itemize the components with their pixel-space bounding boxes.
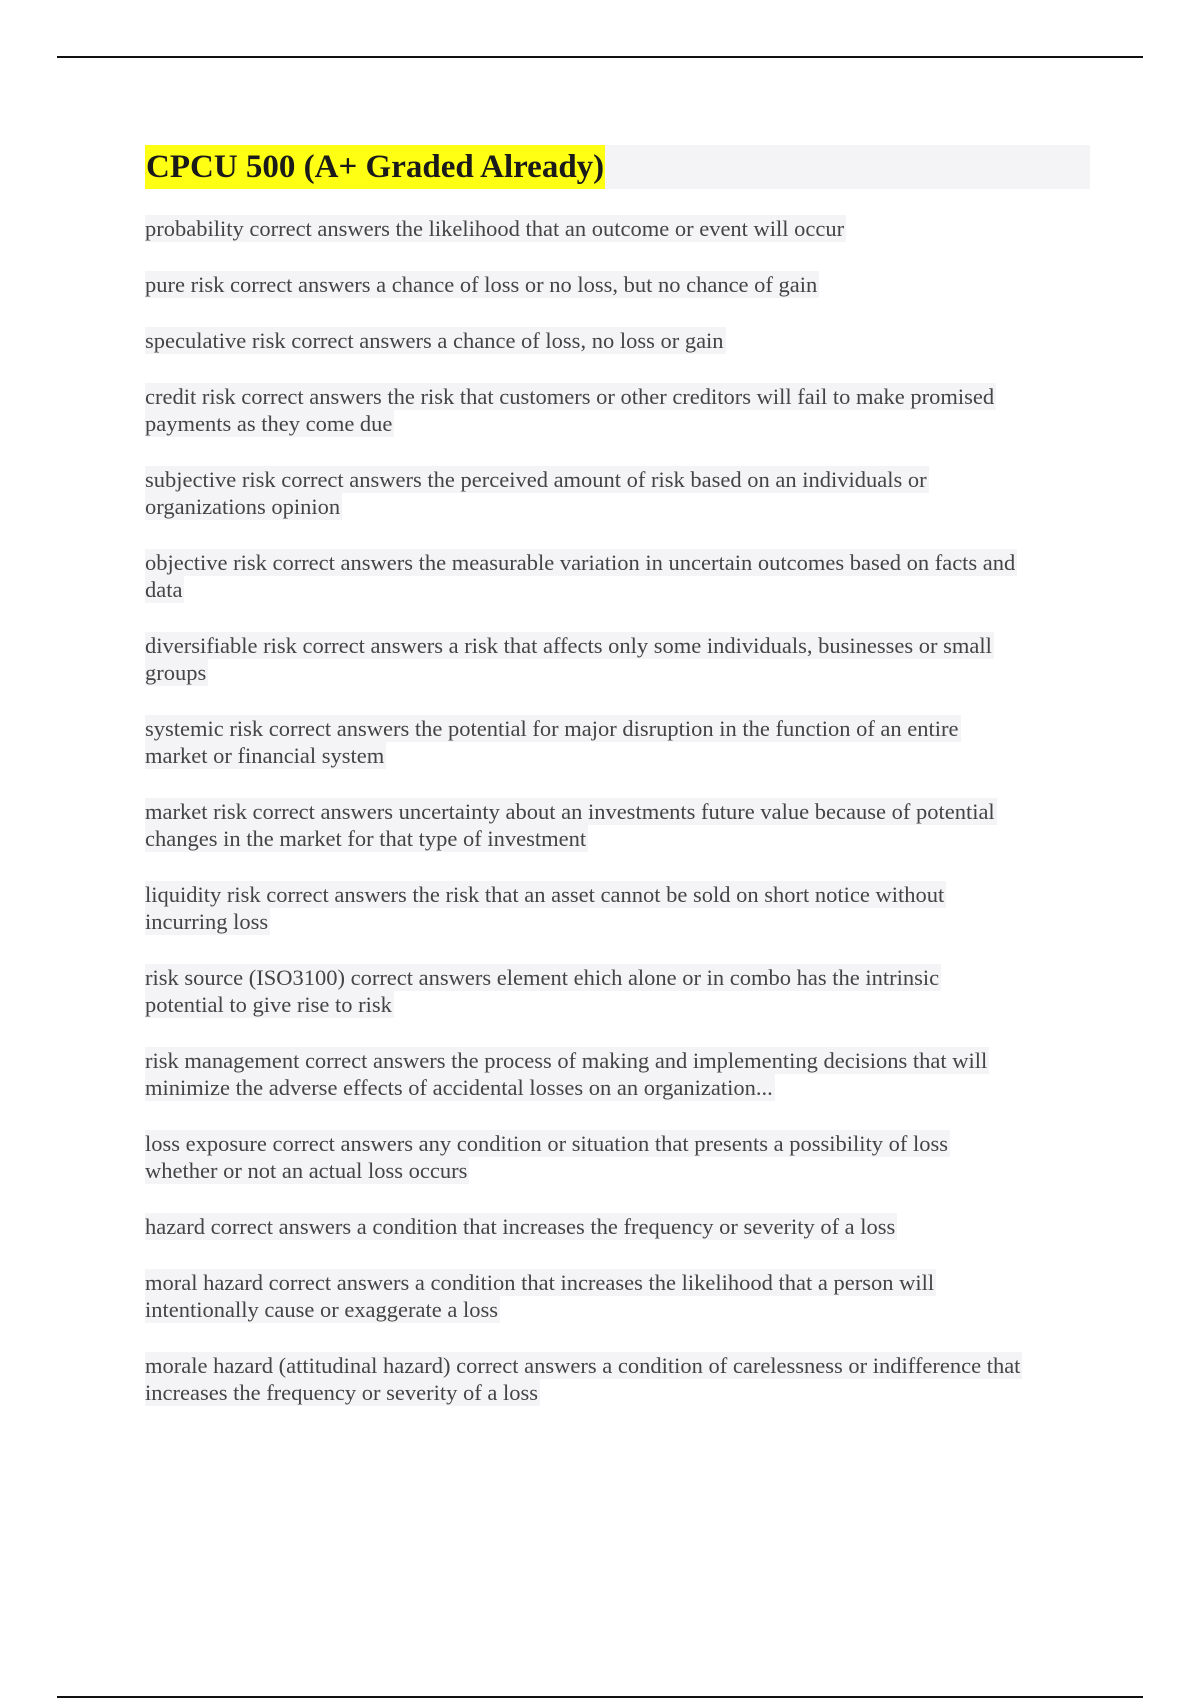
bottom-rule bbox=[57, 1696, 1143, 1698]
qa-entry-line: increases the frequency or severity of a loss bbox=[145, 1380, 538, 1405]
qa-entry-line: probability correct answers the likelihood that an outcome or event will occur bbox=[145, 216, 845, 241]
qa-entry bbox=[145, 1269, 1090, 1323]
qa-entry bbox=[145, 632, 1090, 686]
qa-entry-line: data bbox=[145, 577, 183, 602]
entry-list bbox=[145, 215, 1090, 1406]
qa-entry-line: organizations opinion bbox=[145, 494, 341, 519]
qa-entry bbox=[145, 383, 1090, 437]
qa-entry-line: potential to give rise to risk bbox=[145, 992, 392, 1017]
qa-entry-line: credit risk correct answers the risk that customers or other creditors will fail to make promised bbox=[145, 384, 995, 409]
qa-entry-line: incurring loss bbox=[145, 909, 269, 934]
qa-entry-line: subjective risk correct answers the perceived amount of risk based on an individuals or bbox=[145, 467, 927, 492]
qa-entry bbox=[145, 215, 1090, 242]
qa-entry bbox=[145, 327, 1090, 354]
qa-entry-line: hazard correct answers a condition that increases the frequency or severity of a loss bbox=[145, 1214, 896, 1239]
qa-entry-line: risk management correct answers the process of making and implementing decisions that will bbox=[145, 1048, 988, 1073]
qa-entry-line: minimize the adverse effects of accidental losses on an organization... bbox=[145, 1075, 773, 1100]
qa-entry bbox=[145, 881, 1090, 935]
qa-entry-line: market or financial system bbox=[145, 743, 385, 768]
qa-entry bbox=[145, 964, 1090, 1018]
qa-entry bbox=[145, 1047, 1090, 1101]
qa-entry bbox=[145, 466, 1090, 520]
qa-entry-line: market risk correct answers uncertainty about an investments future value because of potential bbox=[145, 799, 995, 824]
qa-entry-line: intentionally cause or exaggerate a loss bbox=[145, 1297, 498, 1322]
qa-entry bbox=[145, 715, 1090, 769]
qa-entry bbox=[145, 798, 1090, 852]
qa-entry-line: whether or not an actual loss occurs bbox=[145, 1158, 468, 1183]
title-row bbox=[145, 145, 1090, 189]
qa-entry-line: risk source (ISO3100) correct answers element ehich alone or in combo has the intrinsic bbox=[145, 965, 940, 990]
qa-entry-line: morale hazard (attitudinal hazard) correct answers a condition of carelessness or indifference that bbox=[145, 1353, 1021, 1378]
qa-entry-line: moral hazard correct answers a condition that increases the likelihood that a person will bbox=[145, 1270, 935, 1295]
qa-entry bbox=[145, 271, 1090, 298]
qa-entry-line: systemic risk correct answers the potential for major disruption in the function of an entire bbox=[145, 716, 959, 741]
top-rule bbox=[57, 56, 1143, 58]
qa-entry-line: objective risk correct answers the measurable variation in uncertain outcomes based on facts and bbox=[145, 550, 1016, 575]
qa-entry-line: liquidity risk correct answers the risk that an asset cannot be sold on short notice without bbox=[145, 882, 945, 907]
qa-entry bbox=[145, 1130, 1090, 1184]
qa-entry-line: changes in the market for that type of investment bbox=[145, 826, 587, 851]
qa-entry bbox=[145, 549, 1090, 603]
document-body bbox=[145, 145, 1090, 1435]
qa-entry-line: loss exposure correct answers any condition or situation that presents a possibility of loss bbox=[145, 1131, 948, 1156]
qa-entry-line: pure risk correct answers a chance of loss or no loss, but no chance of gain bbox=[145, 272, 818, 297]
document-title: CPCU 500 (A+ Graded Already) bbox=[145, 145, 605, 189]
qa-entry bbox=[145, 1213, 1090, 1240]
qa-entry-line: speculative risk correct answers a chance of loss, no loss or gain bbox=[145, 328, 724, 353]
qa-entry-line: groups bbox=[145, 660, 207, 685]
qa-entry-line: payments as they come due bbox=[145, 411, 393, 436]
qa-entry bbox=[145, 1352, 1090, 1406]
qa-entry-line: diversifiable risk correct answers a risk that affects only some individuals, businesses or small bbox=[145, 633, 992, 658]
